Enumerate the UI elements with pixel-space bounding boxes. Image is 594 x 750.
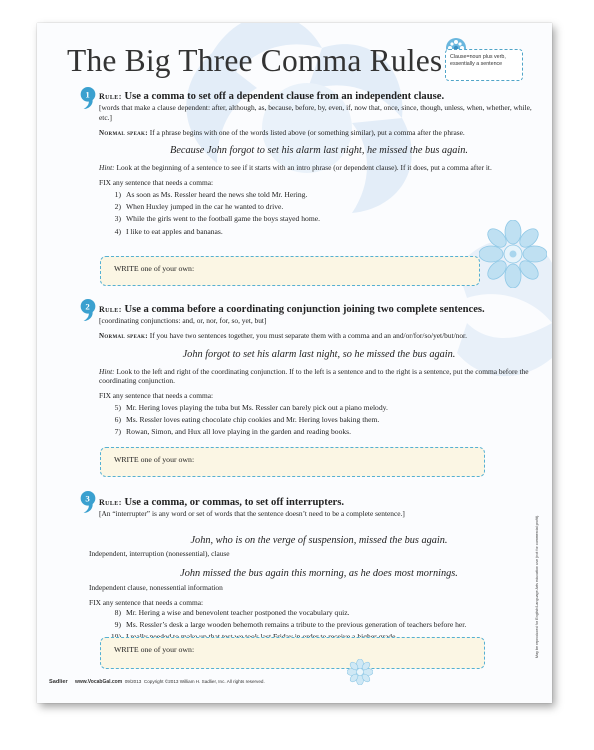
example-sentence: John forgot to set his alarm last night, so he missed the bus again. xyxy=(182,348,456,360)
section-number: 1 xyxy=(85,89,90,100)
exercise-item: 2) When Huxley jumped in the car he wanted to drive. xyxy=(114,202,284,212)
normal-speak-text: If you have two sentences together, you must separate them with a comma and an and/or/for/so/yet/but/nor. xyxy=(149,330,467,340)
hint-text: Look at the beginning of a sentence to see if it starts with an intro phrase (or dependent clause). If it does, put a comma after it. xyxy=(116,163,492,173)
exercise-item: 3) While the girls went to the football game the boys stayed home. xyxy=(114,214,321,224)
footer-url: www.VocabGal.com xyxy=(74,679,123,685)
normal-speak-tag: Normal speak: xyxy=(99,128,148,137)
rule-section-1 xyxy=(99,91,539,239)
footer xyxy=(49,679,265,685)
rule-section-3: Rule: Use a comma, or commas, to set off interrupters. [An “interrupter” is any word or set of words that the sentence doesn’t need to be a complete sentence.] xyxy=(99,497,539,519)
clause-definition-note: Clause=noun plus verb, essentially a sentence xyxy=(445,49,523,81)
exercise-item: 6) Ms. Ressler loves eating chocolate chip cookies and Mr. Hering loves baking them. xyxy=(114,415,380,425)
example-sentence: John missed the bus again this morning, as he does most mornings. xyxy=(180,568,458,579)
rule-note: [coordinating conjunctions: and, or, nor, for, so, yet, but] xyxy=(99,316,267,325)
rule-text: Use a comma before a coordinating conjunction joining two complete sentences. xyxy=(124,304,485,315)
exercise-item: 7) Rowan, Simon, and Hux all love playing in the garden and reading books. xyxy=(114,427,352,437)
section-number-1-badge xyxy=(77,87,99,109)
section-number: 3 xyxy=(85,493,90,504)
normal-speak-text: If a phrase begins with one of the words listed above (or something similar), put a comma after the phrase. xyxy=(149,127,465,137)
write-your-own-box-1[interactable]: WRITE one of your own: xyxy=(100,256,480,286)
fix-instruction: FIX any sentence that needs a comma: xyxy=(99,391,214,401)
rule-section-2: Rule: Use a comma before a coordinating conjunction joining two complete sentences. [coordinating conjunctions: and, or, nor, for, so, yet, but] Normal speak: If you have two sentences together, you must separate them with a comma and an and/or/for/so/yet/but/nor. John forgot to set his alarm last night, so he missed the bus again. Hint: Look to the left and right of the coordinating conjunction. If to the left is a sentence and to the right is a sentence, put the comma before the coordinating conjunction. FIX any sentence that needs a comma: 5) Mr. Hering loves playing the tuba but Ms. Ressler can barely pick out a piano melody. 6) Ms. Ressler loves eating chocolate chip cookies and Mr. Hering loves baking them. 7) Rowan, Simon, and Hux all love playing in the garden and reading books. xyxy=(99,304,539,440)
rule-text: Use a comma, or commas, to set off interrupters. xyxy=(124,497,344,508)
worksheet-page xyxy=(37,23,552,703)
hint-text: Look to the left and right of the coordinating conjunction. If to the left is a sentence and to the right is a sentence, put the comma before the coordinating conjunction. xyxy=(99,366,529,386)
rule-note: [An “interrupter” is any word or set of words that the sentence doesn’t need to be a complete sentence.] xyxy=(99,509,405,518)
write-your-own-box-2[interactable]: WRITE one of your own: xyxy=(100,447,485,477)
hint-tag: Hint: xyxy=(99,163,115,173)
footer-code: 09/2013 xyxy=(124,679,142,684)
example-sentence: Because John forgot to set his alarm last night, he missed the bus again. xyxy=(170,145,468,157)
example-sentence: John, who is on the verge of suspension, missed the bus again. xyxy=(190,535,448,546)
section-number: 2 xyxy=(85,301,90,312)
exercise-item: 9) Ms. Ressler’s desk a large wooden behemoth remains a tribute to the previous generation of teachers before her. xyxy=(114,620,467,630)
rule-text: Use a comma to set off a dependent clause from an independent clause. xyxy=(124,91,445,102)
fix-instruction: FIX any sentence that needs a comma: xyxy=(99,178,214,188)
exercise-item: 5) Mr. Hering loves playing the tuba but Ms. Ressler can barely pick out a piano melody. xyxy=(114,402,388,412)
exercise-item: 8) Mr. Hering a wise and benevolent teacher postponed the vocabulary quiz. xyxy=(114,608,350,617)
small-flower-icon xyxy=(347,659,373,685)
sadlier-logo-text: Sadlier xyxy=(49,679,68,685)
write-your-own-box-3[interactable]: WRITE one of your own: xyxy=(100,637,485,669)
section-number-3-badge xyxy=(77,491,99,513)
example-label: Independent, interruption (nonessential), clause xyxy=(89,549,230,558)
fix-instruction: FIX any sentence that needs a comma: xyxy=(89,598,204,607)
exercise-item: 1) As soon as Ms. Ressler heard the news she told Mr. Hering. xyxy=(114,189,308,199)
reproduction-permission-text: May be reproduced for English/Language Arts education use (not for commercial profit). xyxy=(535,514,539,658)
example-label: Independent clause, nonessential information xyxy=(89,583,223,592)
exercise-item: 4) I like to eat apples and bananas. xyxy=(114,226,223,236)
footer-copyright: Copyright ©2013 William H. Sadlier, Inc. All rights reserved. xyxy=(143,679,265,684)
page-title: The Big Three Comma Rules xyxy=(67,43,443,78)
rule-tag: Rule: xyxy=(99,92,122,101)
section-number-2-badge xyxy=(77,299,99,321)
rule-note: [words that make a clause dependent: after, although, as, because, before, by, even, if, now that, once, since, though, unless, when, whether, while, etc.] xyxy=(99,103,532,122)
